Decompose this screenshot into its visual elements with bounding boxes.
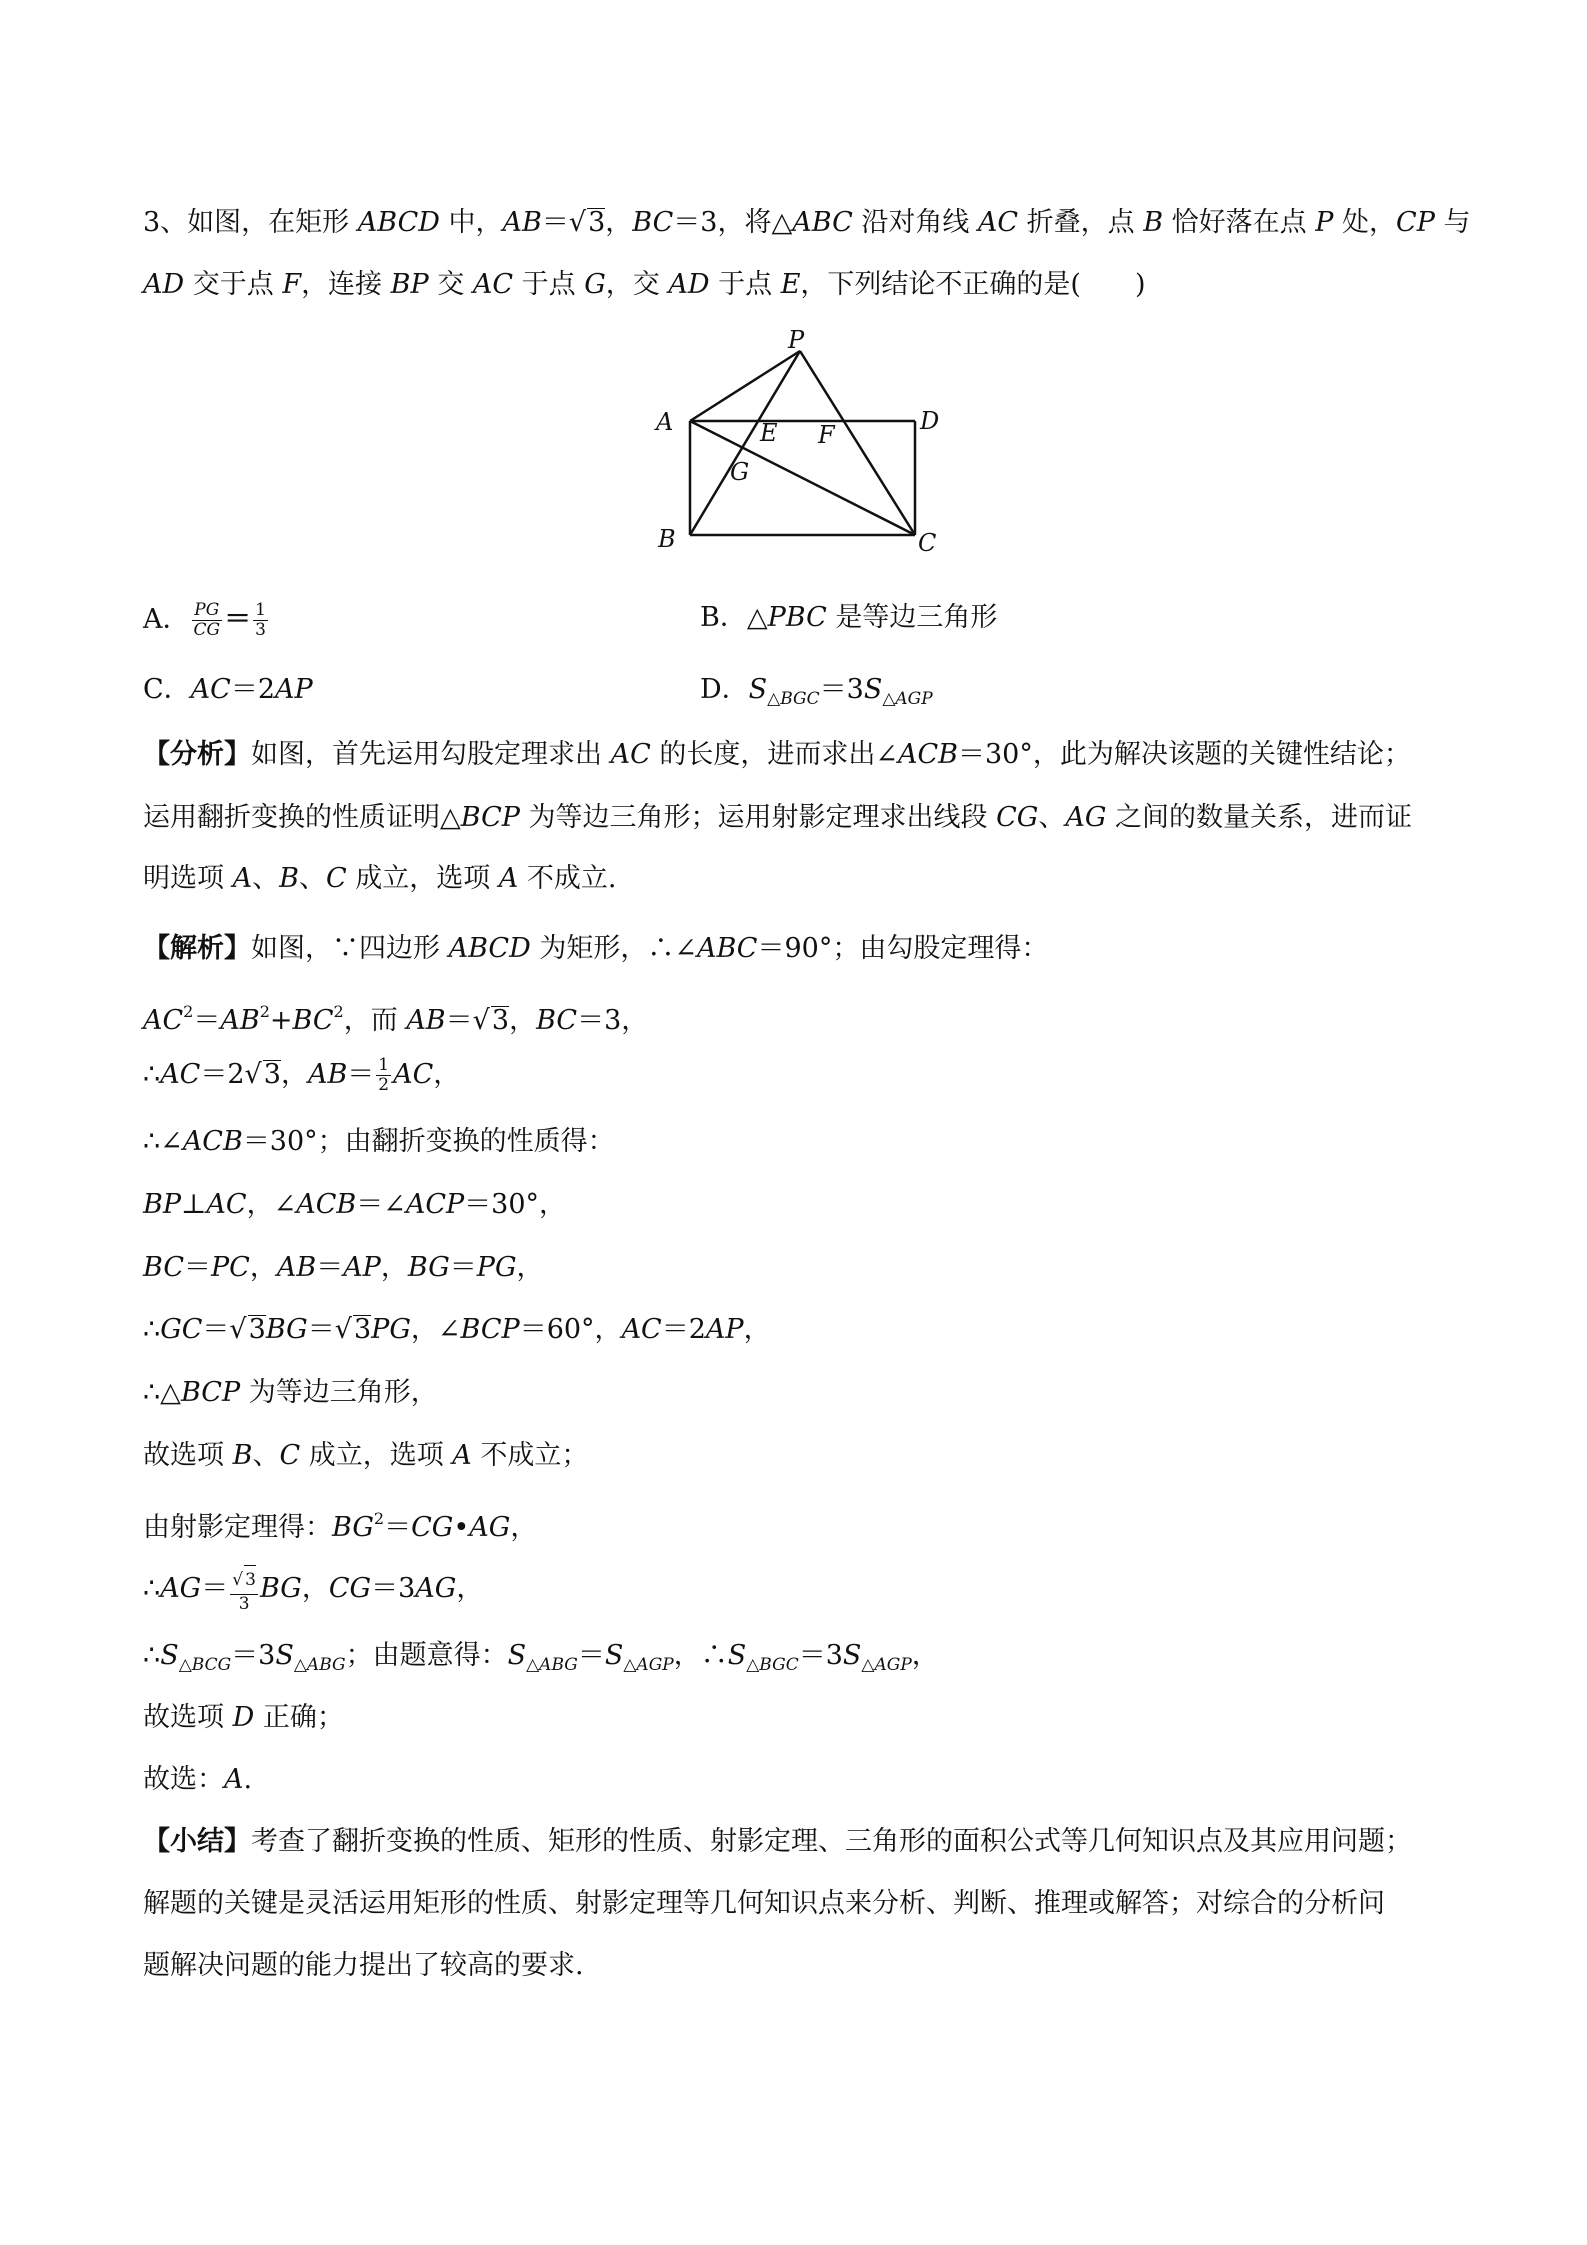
label-f: F: [818, 421, 835, 449]
solution-tag: 【解析】: [143, 933, 251, 964]
option-c: C．AC＝2AP: [143, 674, 313, 705]
solution-line-13: 故选项 D 正确；: [143, 1702, 344, 1733]
summary-line-3: 题解决问题的能力提出了较高的要求.: [143, 1950, 584, 1981]
label-b: B: [658, 525, 676, 553]
solution-line-14: 故选：A.: [143, 1764, 253, 1795]
analysis-line-3: 明选项 A、B、C 成立，选项 A 不成立.: [143, 863, 617, 894]
solution-line-10: 由射影定理得：$BG^2=CG•AG$，: [143, 1509, 538, 1543]
analysis-line-2: 运用翻折变换的性质证明△BCP 为等边三角形；运用射影定理求出线段 CG、AG 之间的数量关系，进而证: [143, 802, 1413, 833]
label-e: E: [760, 419, 778, 447]
label-p: P: [788, 330, 805, 354]
solution-line-3: ∴AC＝2√3，AB＝ $\frac{1}{2}$ AC，: [143, 1055, 461, 1095]
solution-line-8: ∴△BCP 为等边三角形，: [143, 1377, 438, 1408]
option-d: D．$S_{\triangle BGC}=3S_{\triangle AGP}$: [700, 674, 933, 709]
segment-ap: [690, 351, 800, 421]
label-d: D: [920, 407, 940, 435]
option-a: A． $\frac{PG}{CG}$ ＝ $\frac{1}{3}$: [143, 600, 266, 640]
label-c: C: [918, 529, 937, 557]
solution-line-11: ∴AG＝ $\frac{√ 3}{3}$ BG，CG＝3AG，: [143, 1565, 1453, 1614]
solution-line-1: 【解析】如图，∵四边形 ABCD 为矩形，∴∠ABC＝90°；由勾股定理得：: [143, 933, 1049, 964]
summary-tag: 【小结】: [143, 1826, 251, 1857]
geometry-figure: [650, 330, 950, 560]
label-a: A: [656, 408, 674, 436]
analysis-line-1: 【分析】如图，首先运用勾股定理求出 AC 的长度，进而求出∠ACB＝30°，此为解决该题的关键性结论；: [143, 739, 1411, 770]
label-g: G: [730, 458, 750, 486]
solution-line-5: BP⊥AC，∠ACB＝∠ACP＝30°，: [143, 1189, 567, 1220]
summary-line-2: 解题的关键是灵活运用矩形的性质、射影定理等几何知识点来分析、判断、推理或解答；对综合的分析问: [143, 1888, 1385, 1919]
option-b: B．△PBC 是等边三角形: [700, 602, 998, 633]
segment-pb: [690, 351, 800, 535]
analysis-tag: 【分析】: [143, 739, 251, 770]
summary-line-1: 【小结】考查了翻折变换的性质、矩形的性质、射影定理、三角形的面积公式等几何知识点及其应用问题；: [143, 1826, 1412, 1857]
solution-line-9: 故选项 B、C 成立，选项 A 不成立；: [143, 1440, 589, 1471]
question-line-2: AD 交于点 F，连接 BP 交 AC 于点 G，交 AD 于点 E，下列结论不正确的是( ): [143, 269, 1146, 300]
solution-line-7: ∴GC＝√3BG＝√3PG，∠BCP＝60°，AC＝2AP，: [143, 1314, 771, 1345]
solution-line-4: ∴∠ACB＝30°；由翻折变换的性质得：: [143, 1126, 615, 1157]
solution-line-12: $\therefore S_{\triangle BCG}=3S_{\triangle ABG}$；由题意得：$S_{\triangle ABG}=S_{\triangle AGP}$，$\therefore S_{\triangle BGC}=3S_{\triangle AGP}$，: [143, 1640, 939, 1675]
solution-line-6: BC＝PC，AB＝AP，BG＝PG，: [143, 1252, 544, 1283]
question-line-1: 3、如图，在矩形 ABCD 中，AB＝√3，BC＝3，将△ABC 沿对角线 AC 折叠，点 B 恰好落在点 P 处，CP 与: [143, 207, 1471, 238]
solution-line-2: $AC^2=AB^2+BC^2$，而 AB＝√3，BC＝3，: [143, 1002, 649, 1036]
